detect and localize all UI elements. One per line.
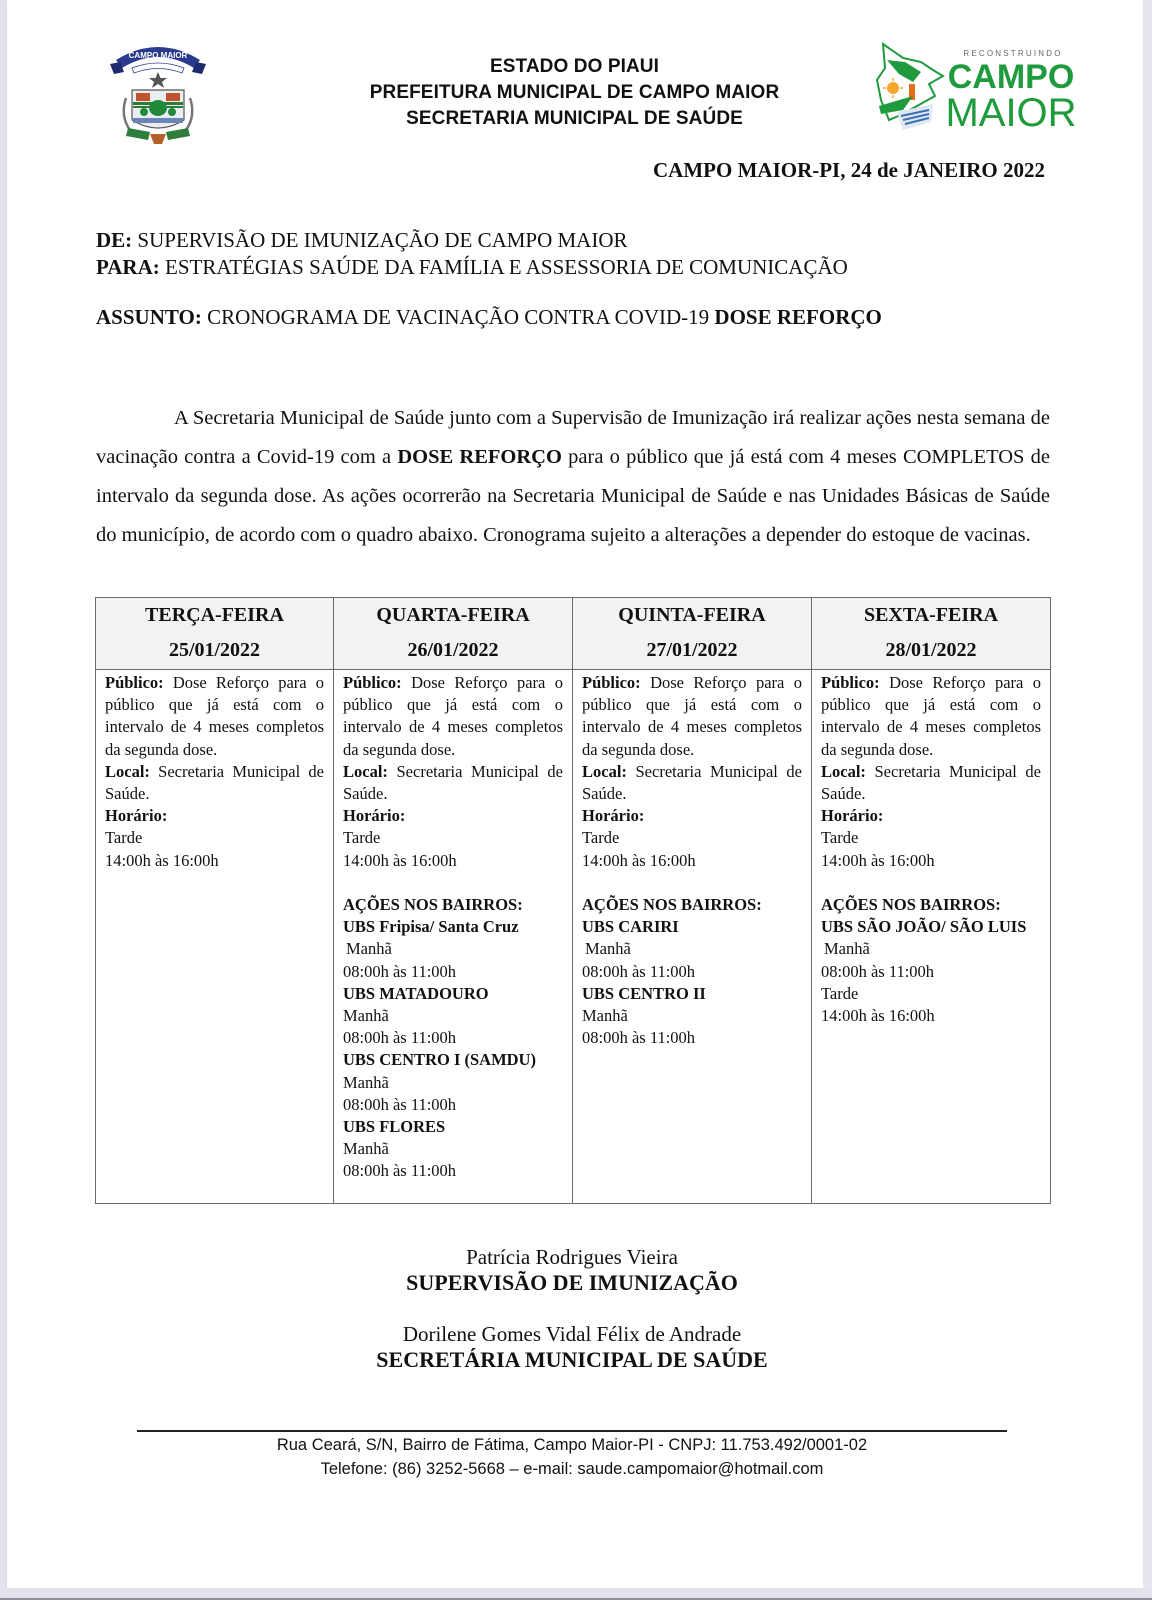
ubs-name: UBS MATADOURO [343, 983, 489, 1003]
ubs-name: UBS SÃO JOÃO/ SÃO LUIS [821, 917, 1027, 937]
memo-header [96, 227, 1056, 331]
period-label: Manhã [343, 1006, 389, 1026]
document-page [7, 0, 1143, 1588]
to-label: PARA: [96, 255, 160, 279]
publico-line: público que já está com o [582, 695, 802, 715]
municipal-crest-icon [110, 38, 206, 144]
local-line: Local: Secretaria Municipal de [582, 761, 802, 781]
svg-text:CAMPO: CAMPO [947, 58, 1075, 96]
period-label: Tarde [343, 828, 381, 848]
memo-subject [96, 304, 1056, 331]
publico-line: da segunda dose. [582, 739, 695, 759]
ubs-name: UBS FLORES [343, 1117, 446, 1137]
acoes-bairros-label: AÇÕES NOS BAIRROS: [821, 895, 1001, 915]
date-label: 28/01/2022 [885, 639, 977, 661]
campo-maior-brand-logo [873, 40, 1103, 136]
period-label: Manhã [343, 1139, 389, 1159]
publico-line: público que já está com o [343, 695, 563, 715]
horario-label: Horário: [343, 806, 406, 826]
intro-paragraph [96, 399, 1050, 555]
local-line: Saúde. [343, 784, 388, 804]
time-range: 08:00h às 11:00h [343, 1028, 457, 1048]
subject-emphasis: DOSE REFORÇO [714, 305, 882, 329]
period-label: Manhã [585, 939, 631, 959]
publico-line: intervalo de 4 meses completos [105, 717, 324, 737]
time-range: 08:00h às 11:00h [343, 961, 457, 981]
time-range: 14:00h às 16:00h [582, 850, 696, 870]
signatory-name: Dorilene Gomes Vidal Félix de Andrade [402, 1322, 742, 1346]
horario-label: Horário: [821, 806, 884, 826]
from-value: SUPERVISÃO DE IMUNIZAÇÃO DE CAMPO MAIOR [137, 228, 628, 252]
local-line: Local: Secretaria Municipal de [343, 761, 563, 781]
cell-quarta [334, 670, 573, 1204]
time-range: 14:00h às 16:00h [105, 850, 219, 870]
local-line: Saúde. [821, 784, 866, 804]
signature-1 [7, 1244, 1137, 1296]
time-range: 14:00h às 16:00h [821, 850, 935, 870]
table-row [96, 670, 1051, 1204]
period-label: Manhã [824, 939, 870, 959]
period-label: Tarde [105, 828, 143, 848]
time-range: 08:00h às 11:00h [821, 961, 935, 981]
period-label: Manhã [343, 1072, 389, 1092]
svg-text:RECONSTRUINDO: RECONSTRUINDO [963, 49, 1063, 58]
publico-line: da segunda dose. [343, 739, 456, 759]
secretariat-title: SECRETARIA MUNICIPAL DE SAÚDE [406, 108, 743, 129]
publico-line: Público: Dose Reforço para o [821, 673, 1041, 692]
column-header-quarta [334, 598, 573, 670]
memo-to [96, 254, 1056, 281]
period-label: Tarde [821, 828, 859, 848]
footer-contact: Telefone: (86) 3252-5668 – e-mail: saude.campomaior@hotmail.com [320, 1460, 824, 1478]
day-label: SEXTA-FEIRA [863, 604, 999, 626]
page-footer [7, 1433, 1137, 1481]
day-label: QUINTA-FEIRA [618, 604, 766, 626]
local-line: Saúde. [582, 784, 627, 804]
viewer-edge-bottom [0, 1588, 1152, 1600]
time-range: 08:00h às 11:00h [582, 961, 696, 981]
period-label: Manhã [346, 939, 392, 959]
cell-quinta [573, 670, 812, 1204]
local-line: Local: Secretaria Municipal de [105, 761, 324, 781]
signatory-role: SUPERVISÃO DE IMUNIZAÇÃO [406, 1270, 738, 1295]
intro-text-2: para o público que já está com 4 meses COMPLETOS de intervalo da segunda dose. As ações ocorrerão na Secretaria Municipal de Saúde e nas Unidades Básicas de Saúde do município, de acordo com o quadro abaixo. Cronograma sujeito a alterações a depender do estoque de vacinas. [96, 446, 1051, 546]
vaccination-schedule-table [95, 597, 1051, 1204]
subject-value: CRONOGRAMA DE VACINAÇÃO CONTRA COVID-19 [207, 305, 710, 329]
to-value: ESTRATÉGIAS SAÚDE DA FAMÍLIA E ASSESSORIA DE COMUNICAÇÃO [165, 255, 848, 279]
date-label: 25/01/2022 [168, 639, 261, 661]
signatory-name: Patrícia Rodrigues Vieira [466, 1245, 678, 1269]
publico-line: da segunda dose. [105, 739, 218, 759]
acoes-bairros-label: AÇÕES NOS BAIRROS: [343, 895, 523, 915]
signatory-role: SECRETÁRIA MUNICIPAL DE SAÚDE [376, 1347, 768, 1372]
publico-line: público que já está com o [105, 695, 324, 715]
ubs-name: UBS CARIRI [582, 917, 679, 937]
svg-text:CAMPO MAIOR: CAMPO MAIOR [128, 51, 188, 60]
acoes-bairros-label: AÇÕES NOS BAIRROS: [582, 895, 762, 915]
cell-sexta [812, 670, 1051, 1204]
prefecture-title: PREFEITURA MUNICIPAL DE CAMPO MAIOR [369, 82, 780, 103]
local-line: Local: Secretaria Municipal de [821, 761, 1041, 781]
from-label: DE: [96, 228, 133, 252]
column-header-sexta [812, 598, 1051, 670]
period-label: Manhã [582, 1006, 628, 1026]
publico-line: intervalo de 4 meses completos [343, 717, 563, 737]
memo-from [96, 227, 1056, 254]
table-header-row [96, 598, 1051, 670]
day-label: TERÇA-FEIRA [145, 604, 284, 626]
publico-line: Público: Dose Reforço para o [582, 673, 802, 692]
signature-block [7, 1244, 1137, 1373]
intro-text-1: A Secretaria Municipal de Saúde junto com a Supervisão de Imunização irá realizar ações nesta semana de vacinação contra a Covid-19 com a [96, 407, 1050, 468]
footer-divider [137, 1430, 1007, 1432]
publico-line: da segunda dose. [821, 739, 934, 759]
time-range: 08:00h às 11:00h [582, 1028, 696, 1048]
campo-maior-map-logo-icon [877, 44, 943, 130]
footer-address: Rua Ceará, S/N, Bairro de Fátima, Campo Maior-PI - CNPJ: 11.753.492/0001-02 [276, 1436, 868, 1454]
signature-2 [7, 1321, 1137, 1373]
publico-line: público que já está com o [821, 695, 1041, 715]
time-range: 14:00h às 16:00h [821, 1006, 935, 1026]
ubs-name: UBS Fripisa/ Santa Cruz [343, 917, 519, 937]
time-range: 14:00h às 16:00h [343, 850, 457, 870]
period-label: Tarde [582, 828, 620, 848]
viewer-edge-right [1143, 0, 1152, 1600]
time-range: 08:00h às 11:00h [343, 1161, 457, 1181]
horario-label: Horário: [582, 806, 645, 826]
svg-text:MAIOR: MAIOR [945, 91, 1077, 135]
publico-line: Público: Dose Reforço para o [105, 673, 324, 692]
horario-label: Horário: [105, 806, 168, 826]
intro-emphasis: DOSE REFORÇO [397, 446, 562, 468]
local-line: Saúde. [105, 784, 150, 804]
publico-line: Público: Dose Reforço para o [343, 673, 563, 692]
date-label: 27/01/2022 [646, 639, 738, 661]
day-label: QUARTA-FEIRA [376, 604, 530, 626]
state-title: ESTADO DO PIAUI [490, 56, 659, 77]
period-label: Tarde [821, 983, 859, 1003]
column-header-terca [96, 598, 334, 670]
publico-line: intervalo de 4 meses completos [582, 717, 802, 737]
document-date: CAMPO MAIOR-PI, 24 de JANEIRO 2022 [653, 158, 1045, 182]
ubs-name: UBS CENTRO I (SAMDU) [343, 1050, 536, 1070]
date-label: 26/01/2022 [407, 639, 499, 661]
cell-terca [96, 670, 334, 1204]
column-header-quinta [573, 598, 812, 670]
publico-line: intervalo de 4 meses completos [821, 717, 1041, 737]
ubs-name: UBS CENTRO II [582, 983, 706, 1003]
subject-label: ASSUNTO: [96, 305, 202, 329]
letterhead-titles [277, 54, 872, 132]
time-range: 08:00h às 11:00h [343, 1094, 457, 1114]
